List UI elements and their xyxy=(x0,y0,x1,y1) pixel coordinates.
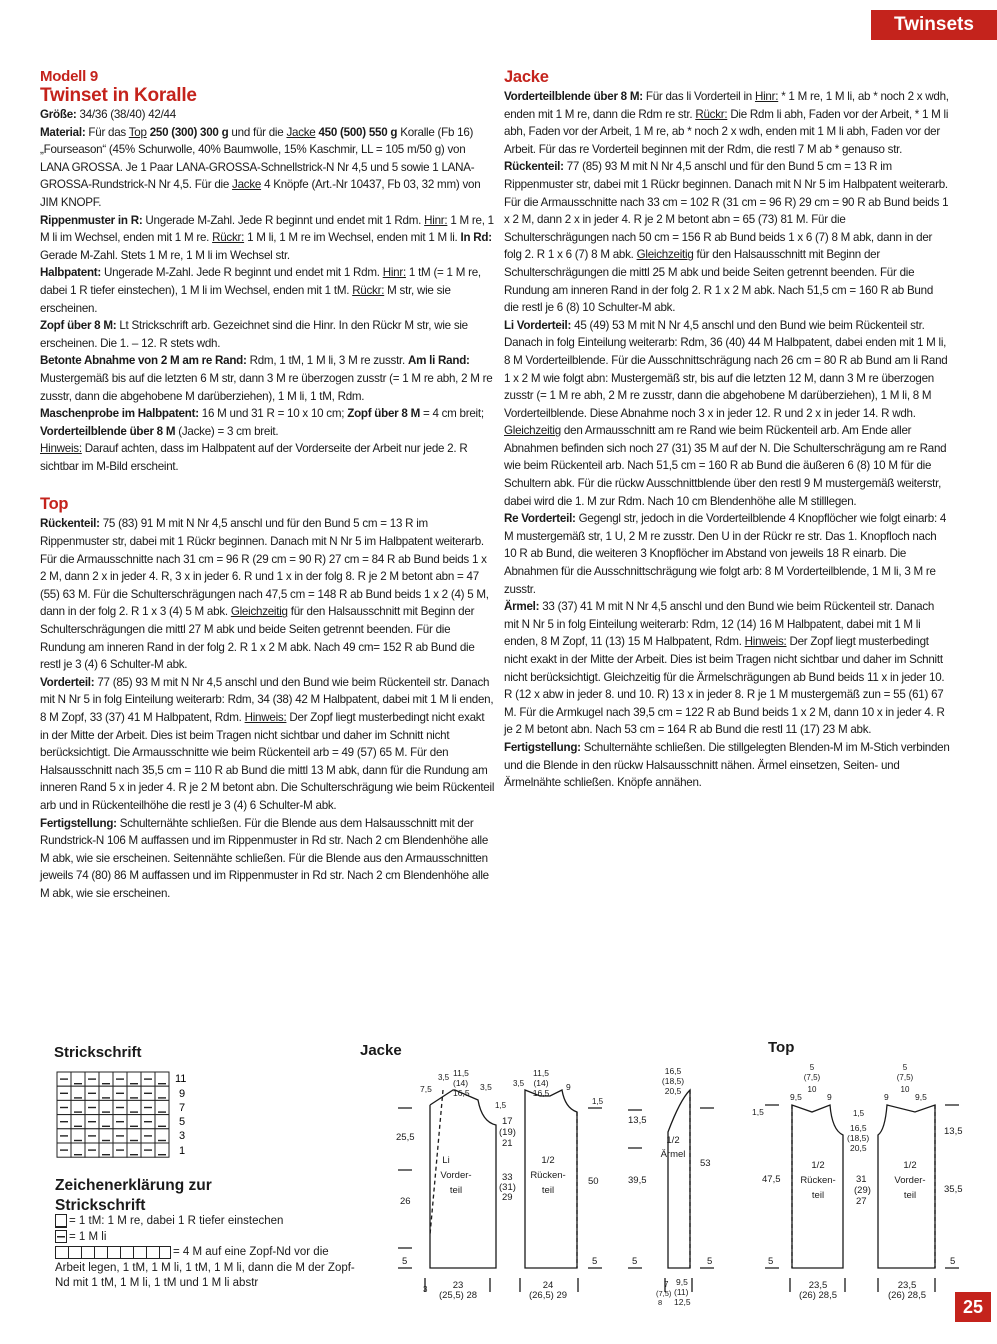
dim: 21 xyxy=(502,1138,513,1149)
dim: 9,5 xyxy=(676,1277,688,1287)
row-number: 1 xyxy=(179,1145,186,1157)
right-column xyxy=(504,66,950,792)
dim: 31 xyxy=(856,1174,867,1185)
row-number: 5 xyxy=(179,1116,186,1128)
dim: 9,5 xyxy=(915,1092,927,1102)
dim: 20,5 xyxy=(850,1143,867,1153)
dim: 9,5 xyxy=(790,1092,802,1102)
dim: (26) 28,5 xyxy=(887,1290,927,1301)
jacke-ruecken-label: 1/2 xyxy=(541,1155,555,1166)
jacke-aermel-paragraph: Ärmel: 33 (37) 41 M mit N Nr 4,5 anschl und den Bund wie beim Rückenteil str. Danach mit N Nr 5 in folg Einteilung weiterarb: Rdm, 12 (14) 16 M Halbpatent, dabei mit 1 M li enden, 8 M Zopf, 11 (13) 15 M Halbpatent, Rdm. Hinweis: Der Zopf liegt musterbedingt nicht exakt in der Mitte der Arbeit. Dies ist beim Tragen nicht sichtbar und daher im Schnitt nicht berücksichtigt. Gleichzeitig für die Ärmelschrägungen ab Bund beids 11 x in jeder 10. R (12 x abw in jeder 8. und 10. R) 13 x in jeder 8. R je 1 M mustergemäß zun = 55 (61) 67 M. Für die Armkugel nach 39,5 cm = 122 R ab Bund beids 1 x 2 M, dann 10 x in jeder 4. R je 2 M betont abn. Nach 53 cm = 164 R ab Bund die restl 11 (17) 23 M abk. xyxy=(504,600,945,737)
halbpatent-paragraph: Halbpatent: Ungerade M-Zahl. Jede R beginnt und endet mit 1 Rdm. Hinr: 1 tM (= 1 M re, dabei 1 R tiefer einstechen), 1 M li im Wechsel, enden mit 1 tM. Rückr: M str, wie sie erscheinen. xyxy=(40,266,481,315)
dim: (14) xyxy=(533,1078,549,1088)
dim: 29 xyxy=(502,1192,513,1203)
abnahme-paragraph: Betonte Abnahme von 2 M am re Rand: Rdm, 1 tM, 1 M li, 3 M re zusstr. Am li Rand: Mustergemäß bis auf die letzten 6 M str, dann 3 M re überzogen zusstr (= 1 M re abh, 2 M re zusstr, dann die abgehobene M darüberziehen), 1 M li, 1 tM, Rdm. xyxy=(40,354,493,403)
dim: 10 xyxy=(900,1085,910,1094)
dim: 1,5 xyxy=(592,1097,604,1106)
dim: (7,5) xyxy=(803,1073,821,1082)
dim: 24 xyxy=(542,1280,554,1291)
dim: 16,5 xyxy=(664,1066,682,1076)
dim: 5 xyxy=(592,1256,598,1267)
dim: 5 xyxy=(707,1256,713,1267)
top-ruecken-label: 1/2 xyxy=(811,1160,825,1171)
jacke-livorder-paragraph: Li Vorderteil: 45 (49) 53 M mit N Nr 4,5 anschl und den Bund wie beim Rückenteil str. Danach in folg Einteilung weiterarb: Rdm, 36 (40) 44 M Halbpatent, dabei enden mit 1 M li, 8 M Vorderteilblende. Für die Ausschnittschrägung nach 26 cm = 80 R ab Bund am li Rand 1 x 2 M wie folgt abn: Mustergemäß str, bis auf die letzten 12 M, dann 3 M re überzogen zusstr (= 1 M re abh, 2 M re zusstr, dann die abgehobene M darüberziehen), 1 M li, 8 M Vorderteilblende. Diese Abnahme noch 3 x in jeder 12. R und 2 x in jeder 14. R wdh. Gleichzeitig den Armausschnitt am re Rand wie beim Rückenteil arb. Am Ende aller Abnahmen befinden sich noch 27 (31) 35 M auf der N. Die Schulterschrägung am re Rand wie beim Rückenteil arb. Nach 51,5 cm = 160 R ab Bund die äußeren 6 (8) 10 M für die Schultern abk. Für die rückw Ausschnittblende über den restl 9 M mustergemäß weiterstr, dabei wird die 1. M zur Rdm. Nach 10 cm Blendenhöhe alle M stilllegen. xyxy=(504,318,948,508)
top-heading: Top xyxy=(40,495,69,514)
dim: 50 xyxy=(588,1176,599,1187)
top-vorder-label: 1/2 xyxy=(903,1160,917,1171)
jacke-fertig-paragraph: Fertigstellung: Schulternähte schließen. Die stillgelegten Blenden-M im M-Stich verbinden und die Blende in den rückw Halsausschnitt nähen. Ärmel einsetzen, Seiten- und Ärmelnähte schließen. Knöpfe annähen. xyxy=(504,740,950,790)
jacke-ruecken-label: Rücken- xyxy=(530,1170,566,1181)
dim: 23,5 xyxy=(897,1280,917,1291)
jacke-heading: Jacke xyxy=(504,68,549,86)
top-ruecken-label: Rücken- xyxy=(800,1175,836,1186)
dim: (7,5) xyxy=(656,1289,672,1298)
jacke-schematic-title: Jacke xyxy=(360,1042,402,1059)
key-title: Zeichenerklärung zur Strickschrift xyxy=(55,1177,212,1214)
row-number: 7 xyxy=(179,1102,186,1114)
dim: 23,5 xyxy=(808,1280,828,1291)
top-schematic-title: Top xyxy=(768,1039,795,1056)
model-title: Twinset in Koralle xyxy=(40,85,197,106)
jacke-vorder-label: Vorder- xyxy=(440,1170,472,1181)
dim: 1,5 xyxy=(495,1101,507,1110)
dim: 53 xyxy=(700,1158,711,1169)
left-column xyxy=(40,68,495,903)
dim: (26) 28,5 xyxy=(798,1290,838,1301)
jacke-ruecken-paragraph: Rückenteil: 77 (85) 93 M mit N Nr 4,5 anschl und für den Bund 5 cm = 13 R im Rippenmuster str, dabei mit 1 Rückr beginnen. Danach mit N Nr 5 im Halbpatent weiterarb. Für die Armausschnitte nach 33 cm = 102 R (31 cm = 96 R) 29 cm = 90 R ab Bund beids 1 x 2 M, dann 2 x in jeder 4. R je 2 M betont abn = 65 (73) 81 M. Für die Schulterschrägungen nach 50 cm = 156 R ab Bund beids 1 x 6 (7) 8 M abk, dann in der folg 2. R 1 x 6 (7) 8 M abk. Gleichzeitig für den Halsausschnitt mit Beginn der Schulterschrägungen die mittl 25 M abk und beide Seiten getrennt beenden. Für die Rundung am inneren Rand in der folg 2. R 1 x 2 M abk. Nach 51,5 cm = 160 R ab Bund die restl je 6 (8) 10 Schulter-M abk. xyxy=(504,160,949,315)
row-number: 11 xyxy=(175,1073,187,1085)
jacke-revorder-paragraph: Re Vorderteil: Gegengl str, jedoch in die Vorderteilblende 4 Knopflöcher wie folgt einarb: 4 M mustergemäß str, 1 U, 2 M re zusstr. Den U in der Rückr re str. Das 1. Knopfloch nach 10 R ab Bund, die weiteren 3 Knopflöcher im Abstand von jeweils 18 R einarb. Die Abnahmen für die Ausschnittschrägung wie folgt arb: 8 M Vorderteilblende, 1 M li, 3 M re zusstr. xyxy=(504,512,947,596)
zopf-paragraph: Zopf über 8 M: Lt Strickschrift arb. Gezeichnet sind die Hinr. In den Rückr M str, wie sie erscheinen. Die 1. – 12. R stets wdh. xyxy=(40,319,468,350)
dim: 8 xyxy=(658,1298,663,1307)
schematics xyxy=(0,1030,997,1320)
jacke-vorder-label: Li xyxy=(442,1155,450,1166)
dim: 17 xyxy=(502,1116,513,1127)
jacke-aermel-outline xyxy=(668,1090,690,1268)
dim: 5 xyxy=(768,1256,774,1267)
dim: 26 xyxy=(400,1196,411,1207)
maschenprobe-paragraph: Maschenprobe im Halbpatent: 16 M und 31 R = 10 x 10 cm; Zopf über 8 M = 4 cm breit; Vorderteilblende über 8 M (Jacke) = 3 cm breit. xyxy=(40,407,484,438)
dim: 20,5 xyxy=(664,1086,682,1096)
dim: 5 xyxy=(809,1063,815,1072)
dim: 7 xyxy=(664,1280,669,1289)
dim: 11,5 xyxy=(533,1068,549,1078)
dim: 5 xyxy=(402,1256,408,1267)
jacke-aermel-label: Ärmel xyxy=(660,1149,686,1160)
top-vorder-paragraph: Vorderteil: 77 (85) 93 M mit N Nr 4,5 anschl und den Bund wie beim Rückenteil str. Danach mit N Nr 5 in folg Einteilung weiterarb: Rdm, 34 (38) 42 M Halbpatent, dabei mit 1 M li enden, 8 M Zopf, 33 (37) 41 M Halbpatent, Rdm. Hinweis: Der Zopf liegt musterbedingt nicht exakt in der Mitte der Arbeit. Dies ist beim Tragen nicht sichtbar und daher im Schnitt nicht berücksichtigt. Die Armausschnitte wie beim Rückenteil arb = 49 (57) 65 M. Für den Halsausschnitt nach 35,5 cm = 110 R ab Bund die mittl 13 M abk, dann für die Rundung am inneren Rand 5 x in jeder 4. R je 2 M betont abn. Die Schulterschrägung wie beim Rückenteil arb und in Rückenteilhöhe die restl je 3 (4) 6 Schulter-M abk. xyxy=(40,675,495,812)
dim: (26,5) 29 xyxy=(528,1290,568,1301)
size-line: Größe: 34/36 (38/40) 42/44 xyxy=(40,108,176,121)
dim: 5 xyxy=(950,1256,956,1267)
dim: 39,5 xyxy=(628,1175,647,1186)
row-number: 9 xyxy=(179,1088,186,1100)
dim: 12,5 xyxy=(674,1297,691,1307)
top-vorder-outline xyxy=(878,1105,935,1268)
dim: 16,5 xyxy=(850,1123,867,1133)
dim: 9 xyxy=(884,1092,889,1102)
key-item-zopf: = 4 M auf eine Zopf-Nd vor die Arbeit legen, 1 tM, 1 M li, 1 tM, 1 M li, dann die M der Zopf-Nd mit 1 tM, 1 M li, 1 tM und 1 M li abstr xyxy=(55,1246,355,1290)
jacke-ruecken-label: teil xyxy=(541,1185,555,1196)
dim: (31) xyxy=(499,1182,516,1193)
dim: 1,5 xyxy=(853,1109,865,1118)
dim: 25,5 xyxy=(396,1132,415,1143)
section-tab: Twinsets xyxy=(871,10,997,40)
dim: (11) xyxy=(674,1287,689,1297)
page-number: 25 xyxy=(955,1292,991,1322)
dim: 33 xyxy=(502,1172,513,1183)
dim: 5 xyxy=(632,1256,638,1267)
top-ruecken-outline xyxy=(792,1105,843,1268)
top-vorder-label: Vorder- xyxy=(894,1175,926,1186)
dim: 1,5 xyxy=(752,1107,764,1117)
jacke-vorderteil-neckline xyxy=(430,1090,443,1235)
hinweis-paragraph: Hinweis: Darauf achten, dass im Halbpatent auf der Vorderseite der Arbeit nur jede 2. R sichtbar im M-Bild erscheint. xyxy=(40,442,468,473)
dim: 10 xyxy=(807,1085,817,1094)
dim: 3,5 xyxy=(438,1073,450,1082)
jacke-aermel-label: 1/2 xyxy=(666,1135,680,1146)
key-item-tm: = 1 tM: 1 M re, dabei 1 R tiefer einstechen xyxy=(55,1214,355,1230)
dim: (14) xyxy=(453,1078,469,1088)
dim: 13,5 xyxy=(944,1126,963,1137)
top-ruecken-paragraph: Rückenteil: 75 (83) 91 M mit N Nr 4,5 anschl und für den Bund 5 cm = 13 R im Rippenmuster str, dabei mit 1 Rückr beginnen. Danach mit N Nr 5 im Halbpatent weiterarb. Für die Armausschnitte nach 31 cm = 96 R (29 cm = 90 R) 27 cm = 84 R ab Bund beids 1 x 2 M, dann 2 x in jeder 4. R, 3 x in jeder 6. R und 1 x in der folg 8. R je 2 M betont abn = 47 (55) 63 M. Für die Schulterschrägungen nach 47,5 cm = 148 R ab Bund beids 1 x 2 (4) 5 M, dann in der folg 2. R 1 x 3 (4) 5 M abk. Gleichzeitig für den Halsausschnitt mit Beginn der Schulterschrägungen die mittl 27 M abk und beide Seiten getrennt beenden. Für die Rundung am inneren Rand in der folg 2. R 1 x 2 M abk. Nach 49 cm= 152 R ab Bund die restl je 3 (4) 6 Schulter-M abk. xyxy=(40,517,489,672)
dim: 3,5 xyxy=(480,1082,492,1092)
dim: 16,5 xyxy=(453,1088,470,1098)
row-number: 3 xyxy=(179,1130,186,1142)
material-paragraph: Material: Für das Top 250 (300) 300 g und für die Jacke 450 (500) 550 g Koralle (Fb 16) „Fourseason“ (45% Schurwolle, 40% Baumwolle, 15% Kaschmir, LL = 105 m/50 g) von LANA GROSSA. Je 1 Paar LANA-GROSSA-Schnellstrick-N Nr 4,5 und 5 sowie 1 LANA-GROSSA-Rundstrick-N Nr 4,5. Für die Jacke 4 Knöpfe (Art.-Nr 10437, Fb 03, 32 mm) von JIM KNOPF. xyxy=(40,125,481,209)
dim: 3 xyxy=(423,1285,428,1294)
top-fertig-paragraph: Fertigstellung: Schulternähte schließen. Für die Blende aus dem Halsausschnitt mit der Rundstrick-N 106 M auffassen und im Rippenmuster in Rd str. Nach 2 cm Blendenhöhe alle M abk, wie sie erscheinen. Seitennähte schließen. Für die Blende aus den Armausschnitten jeweils 74 (80) 86 M auffassen und im Rippenmuster in Rd str. Nach 2 cm Blendenhöhe alle M abk, wie sie erscheinen. xyxy=(40,816,489,900)
dim: 16,5 xyxy=(532,1088,550,1098)
jacke-vorder-label: teil xyxy=(449,1185,463,1196)
dim: 9 xyxy=(827,1092,832,1102)
dim: (19) xyxy=(499,1127,516,1138)
dim: 27 xyxy=(856,1196,867,1207)
dim: 11,5 xyxy=(453,1068,469,1078)
dim: (18,5) xyxy=(847,1133,870,1143)
dim: 35,5 xyxy=(944,1184,963,1195)
rippen-paragraph: Rippenmuster in R: Ungerade M-Zahl. Jede R beginnt und endet mit 1 Rdm. Hinr: 1 M re, 1 M li im Wechsel, enden mit 1 M re. Rückr: 1 M li, 1 M re im Wechsel, enden mit 1 M li. In Rd: Gerade M-Zahl. Stets 1 M re, 1 M li im Wechsel str. xyxy=(40,213,494,262)
dim: 13,5 xyxy=(628,1115,647,1126)
dim: (29) xyxy=(854,1185,871,1196)
dim: 7,5 xyxy=(420,1084,432,1094)
strickschrift-title: Strickschrift xyxy=(54,1044,142,1061)
dim: 5 xyxy=(902,1063,908,1072)
jacke-blende-paragraph: Vorderteilblende über 8 M: Für das li Vorderteil in Hinr: * 1 M re, 1 M li, ab * noch 2 x wdh, enden mit 1 M re, dann die Rdm re str. Rückr: Die Rdm li abh, Faden vor der Arbeit, * 1 M li abh, Faden vor der Arbeit, 1 M re, ab * noch 2 x wdh, enden mit 1 M li abh, Faden vor der Arbeit. Für das re Vorderteil beginnen mit der Rdm, die restl 7 M ab * genauso str. xyxy=(504,90,949,156)
dim: (7,5) xyxy=(896,1073,914,1082)
dim: 3,5 xyxy=(513,1079,525,1088)
top-vorder-label: teil xyxy=(903,1190,917,1201)
dim: (25,5) 28 xyxy=(438,1290,478,1301)
dim: (18,5) xyxy=(661,1076,685,1086)
key-item-li: = 1 M li xyxy=(55,1230,355,1246)
dim: 9 xyxy=(566,1082,571,1092)
top-ruecken-label: teil xyxy=(811,1190,825,1201)
dim: 23 xyxy=(452,1280,464,1291)
dim: 47,5 xyxy=(762,1174,781,1185)
model-number: Modell 9 xyxy=(40,68,99,85)
